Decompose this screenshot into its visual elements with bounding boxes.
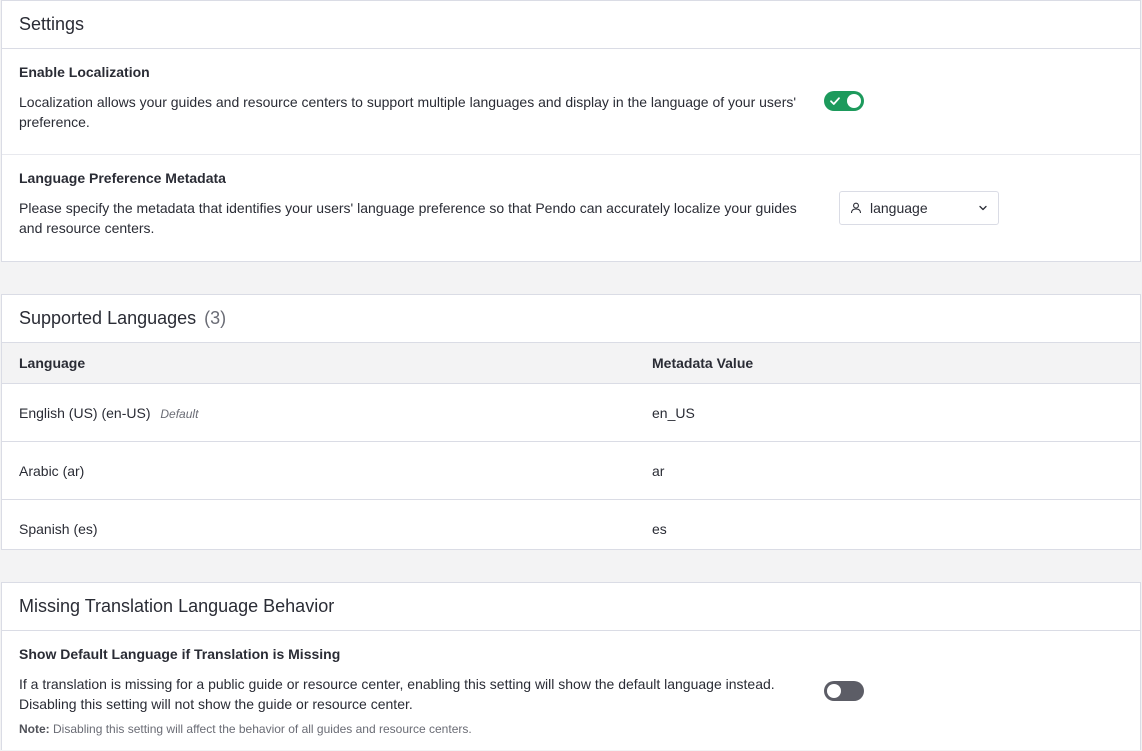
table-row [2,442,1140,500]
enable-localization-description: Localization allows your guides and resource centers to support multiple languages and display in the language of your users' preference. [19,94,797,130]
show-default-language-title: Show Default Language if Translation is Missing [19,646,341,662]
supported-languages-title: Supported Languages [19,308,197,328]
language-cell [2,384,651,442]
language-metadata-description: Please specify the metadata that identifies your users' language preference so that Pendo can accurately localize your guides and resource centers. [19,200,797,236]
language-name: Arabic (ar) [19,462,85,479]
show-default-language-section [2,631,1140,751]
enable-localization-title: Enable Localization [19,64,150,80]
default-tag: Default [160,406,199,421]
table-header-row [2,343,1140,384]
note-label: Note: [19,722,50,736]
supported-languages-card [1,294,1141,550]
column-header-metadata-value: Metadata Value [651,343,1140,384]
language-cell [2,500,651,558]
language-metadata-select[interactable] [839,191,999,225]
languages-table [2,343,1140,557]
toggle-knob [827,684,841,698]
missing-translation-title: Missing Translation Language Behavior [2,583,1140,631]
supported-languages-header [2,295,1140,343]
settings-card [1,0,1141,262]
language-name: English (US) (en-US) [19,404,151,421]
missing-translation-card [1,582,1141,750]
language-metadata-section [2,155,1140,261]
table-row [2,384,1140,442]
user-icon [850,202,862,214]
metadata-value-cell: ar [651,442,1140,500]
toggle-knob [847,94,861,108]
show-default-language-description: If a translation is missing for a public guide or resource center, enabling this setting will show the default language instead. Disabling this setting will not show the guide or resource center. [19,676,775,712]
column-header-language: Language [2,343,651,384]
note-text [19,722,472,736]
table-row [2,500,1140,558]
language-metadata-title: Language Preference Metadata [19,170,226,186]
language-cell [2,442,651,500]
check-icon [829,95,841,107]
metadata-value-cell: es [652,520,667,537]
metadata-value-cell: en_US [651,384,1140,442]
language-name: Spanish (es) [19,520,98,537]
show-default-language-toggle[interactable] [824,681,864,701]
chevron-down-icon [978,203,988,213]
enable-localization-section [2,49,1140,155]
supported-languages-count: (3) [204,308,227,328]
settings-title: Settings [2,1,1140,49]
note-body: Disabling this setting will affect the behavior of all guides and resource centers. [53,722,472,736]
language-metadata-value: language [870,200,928,216]
enable-localization-toggle[interactable] [824,91,864,111]
